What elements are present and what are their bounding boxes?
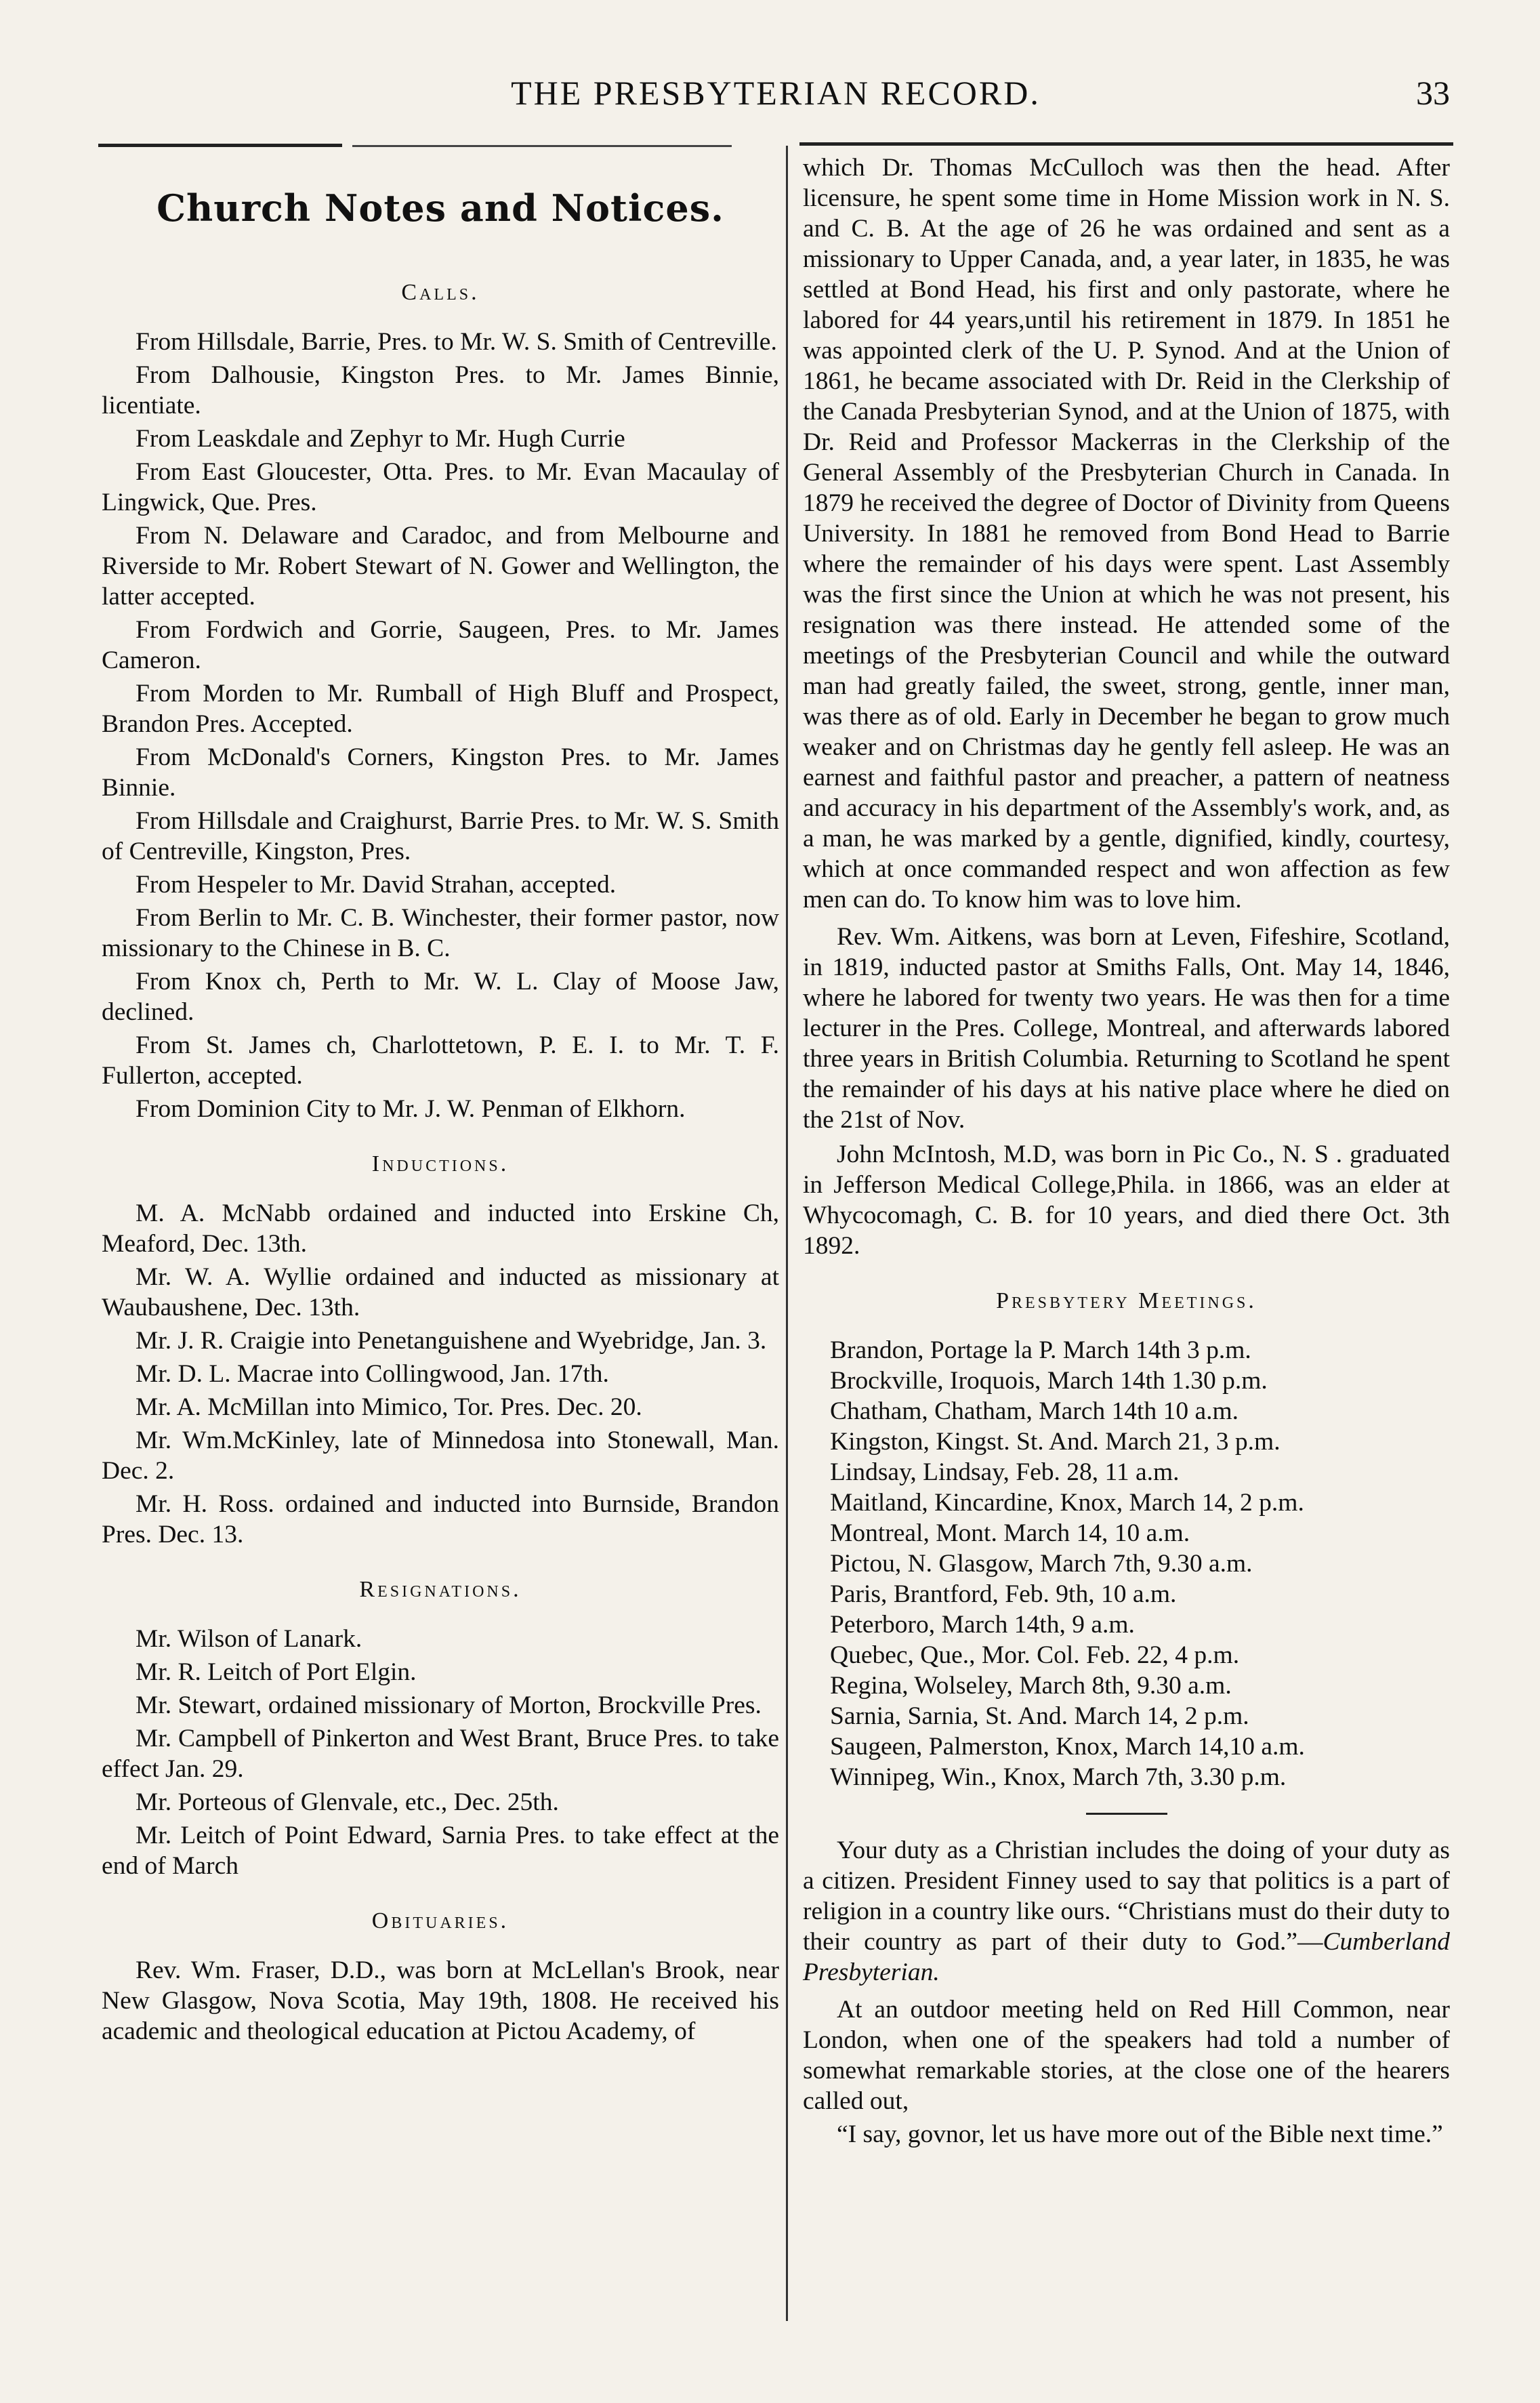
meeting-item: Brockville, Iroquois, March 14th 1.30 p.m. (830, 1367, 1268, 1395)
call-item: From Dominion City to Mr. J. W. Penman of Elkhorn. (136, 1095, 686, 1123)
closing-paragraph (803, 1835, 1450, 1988)
call-item: From Leaskdale and Zephyr to Mr. Hugh Currie (136, 425, 625, 453)
induction-item: Mr. Wm.McKinley, late of Minnedosa into Stonewall, Man. Dec. 2. (102, 1426, 779, 1485)
right-column (803, 152, 1450, 2152)
meeting-item: Regina, Wolseley, March 8th, 9.30 a.m. (830, 1672, 1232, 1700)
call-item: From Knox ch, Perth to Mr. W. L. Clay of Moose Jaw, declined. (102, 968, 779, 1026)
resignation-item: Mr. Stewart, ordained missionary of Morton, Brockville Pres. (136, 1691, 762, 1719)
closing-text: “I say, govnor, let us have more out of the Bible next time.” (837, 2120, 1443, 2148)
inductions-list (102, 1198, 779, 1550)
meeting-item: Kingston, Kingst. St. And. March 21, 3 p.m. (830, 1428, 1281, 1456)
closing-paragraph (803, 1994, 1450, 2116)
call-item: From Dalhousie, Kingston Pres. to Mr. James Binnie, licentiate. (102, 361, 779, 419)
header-rule-left (98, 144, 342, 147)
call-item: From Hespeler to Mr. David Strahan, accepted. (136, 871, 617, 899)
column-divider (786, 146, 788, 2321)
meeting-item: Pictou, N. Glasgow, March 7th, 9.30 a.m. (830, 1550, 1253, 1578)
closing-citation: Cumberland Presbyterian. (803, 1928, 1450, 1986)
meeting-item: Paris, Brantford, Feb. 9th, 10 a.m. (830, 1580, 1177, 1608)
induction-item: Mr. D. L. Macrae into Collingwood, Jan. 17th. (136, 1360, 609, 1388)
resignation-item: Mr. Wilson of Lanark. (136, 1625, 362, 1653)
meetings-list (803, 1335, 1450, 1792)
header-rule-right (799, 142, 1453, 146)
meeting-item: Maitland, Kincardine, Knox, March 14, 2 p.m. (830, 1489, 1304, 1517)
section-heading-obituaries: Obituaries. (371, 1908, 509, 1933)
meeting-item: Winnipeg, Win., Knox, March 7th, 3.30 p.m. (830, 1763, 1287, 1791)
induction-item: M. A. McNabb ordained and inducted into Erskine Ch, Meaford, Dec. 13th. (102, 1199, 779, 1258)
obituary-paragraph: John McIntosh, M.D, was born in Pic Co., N. S . graduated in Jefferson Medical College,Phila. in 1866, was an elder at Whycocomagh, C. B. for 10 years, and died there Oct. 3th 1892. (803, 1141, 1450, 1260)
section-heading-calls: Calls. (401, 280, 480, 305)
calls-list (102, 327, 779, 1124)
closing-text: Your duty as a Christian includes the doing of your duty as a citizen. President Finney used to say that politics is a part of religion in a country like ours. “Christians must do their duty to their country as part of their duty to God.”— (803, 1836, 1450, 1956)
resignation-item: Mr. Leitch of Point Edward, Sarnia Pres. to take effect at the end of March (102, 1822, 779, 1880)
induction-item: Mr. J. R. Craigie into Penetanguishene and Wyebridge, Jan. 3. (136, 1327, 767, 1355)
resignation-item: Mr. Porteous of Glenvale, etc., Dec. 25th. (136, 1788, 559, 1816)
meeting-item: Chatham, Chatham, March 14th 10 a.m. (830, 1397, 1239, 1425)
meeting-item: Sarnia, Sarnia, St. And. March 14, 2 p.m. (830, 1702, 1249, 1730)
call-item: From Fordwich and Gorrie, Saugeen, Pres. to Mr. James Cameron. (102, 616, 779, 674)
meeting-item: Lindsay, Lindsay, Feb. 28, 11 a.m. (830, 1458, 1180, 1486)
meeting-item: Brandon, Portage la P. March 14th 3 p.m. (830, 1336, 1251, 1364)
page-header (102, 73, 1450, 127)
section-heading-presbytery-meetings: Presbytery Meetings. (996, 1288, 1257, 1313)
call-item: From Morden to Mr. Rumball of High Bluff and Prospect, Brandon Pres. Accepted. (102, 680, 779, 738)
meeting-item: Quebec, Que., Mor. Col. Feb. 22, 4 p.m. (830, 1641, 1240, 1669)
call-item: From N. Delaware and Caradoc, and from Melbourne and Riverside to Mr. Robert Stewart of N. Gower and Wellington, the latter accepted. (102, 522, 779, 611)
call-item: From St. James ch, Charlottetown, P. E. I. to Mr. T. F. Fullerton, accepted. (102, 1031, 779, 1090)
header-rule-left-dashed (352, 145, 732, 147)
induction-item: Mr. A. McMillan into Mimico, Tor. Pres. Dec. 20. (136, 1393, 642, 1421)
left-column (102, 152, 779, 2049)
closing-text: At an outdoor meeting held on Red Hill Common, near London, when one of the speakers had told a number of somewhat remarkable stories, at the close one of the hearers called out, (803, 1996, 1450, 2115)
resignation-item: Mr. Campbell of Pinkerton and West Brant, Bruce Pres. to take effect Jan. 29. (102, 1725, 779, 1783)
induction-item: Mr. W. A. Wyllie ordained and inducted as missionary at Waubaushene, Dec. 13th. (102, 1263, 779, 1321)
page-number: 33 (1416, 74, 1450, 112)
meeting-item: Peterboro, March 14th, 9 a.m. (830, 1611, 1135, 1639)
obituary-paragraph: Rev. Wm. Aitkens, was born at Leven, Fifeshire, Scotland, in 1819, inducted pastor at Smiths Falls, Ont. May 14, 1846, where he labored for twenty two years. He was then for a time lecturer in the Pres. College, Montreal, and afterwards labored three years in British Columbia. Returning to Scotland he spent the remainder of his days at his native place where he died on the 21st of Nov. (803, 923, 1450, 1134)
call-item: From Hillsdale, Barrie, Pres. to Mr. W. S. Smith of Centreville. (136, 328, 777, 356)
resignations-list (102, 1624, 779, 1881)
call-item: From Hillsdale and Craighurst, Barrie Pres. to Mr. W. S. Smith of Centreville, Kingston, Pres. (102, 807, 779, 865)
obituaries-list (102, 1955, 779, 2047)
call-item: From East Gloucester, Otta. Pres. to Mr. Evan Macaulay of Lingwick, Que. Pres. (102, 458, 779, 516)
call-item: From McDonald's Corners, Kingston Pres. to Mr. James Binnie. (102, 743, 779, 802)
meeting-item: Montreal, Mont. March 14, 10 a.m. (830, 1519, 1190, 1547)
obituary-paragraph: which Dr. Thomas McCulloch was then the head. After licensure, he spent some time in Home Mission work in N. S. and C. B. At the age of 26 he was ordained and sent as a missionary to Upper Canada, and, a year later, in 1835, he was settled at Bond Head, his first and only pastorate, where he labored for 44 years,until his retirement in 1879. In 1851 he was appointed clerk of the U. P. Synod. And at the Union of 1861, he became associated with Dr. Reid in the Clerkship of the Canada Presbyterian Synod, and at the Union of 1875, with Dr. Reid and Professor Mackerras in the Clerkship of the General Assembly of the Presbyterian Church in Canada. In 1879 he received the degree of Doctor of Divinity from Queens University. In 1881 he removed from Bond Head to Barrie where the remainder of his days were spent. Last Assembly was the first since the Union at which he was not present, his resignation was there instead. He attended some of the meetings of the Presbyterian Council and while the outward man had greatly failed, the sweet, strong, gentle, inner man, was there as of old. Early in December he began to grow much weaker and on Christmas day he gently fell asleep. He was an earnest and faithful pastor and preacher, a pattern of neatness and accuracy in his department of the Assembly's work, and, as a man, he was marked by a gentle, dignified, kindly, courtesy, which at once commanded respect and won affection as few men can do. To know him was to love him. (803, 154, 1450, 913)
resignation-item: Mr. R. Leitch of Port Elgin. (136, 1658, 417, 1686)
section-divider (1086, 1813, 1167, 1815)
closing-paragraph (803, 2119, 1450, 2150)
running-title: THE PRESBYTERIAN RECORD. (511, 74, 1041, 112)
meeting-item: Saugeen, Palmerston, Knox, March 14,10 a.m. (830, 1733, 1305, 1761)
section-heading-resignations: Resignations. (359, 1577, 522, 1602)
call-item: From Berlin to Mr. C. B. Winchester, their former pastor, now missionary to the Chinese in B. C. (102, 904, 779, 962)
main-heading: Church Notes and Notices. (157, 186, 724, 230)
obituary-paragraph: Rev. Wm. Fraser, D.D., was born at McLellan's Brook, near New Glasgow, Nova Scotia, May 19th, 1808. He received his academic and theological education at Pictou Academy, of (102, 1956, 779, 2045)
induction-item: Mr. H. Ross. ordained and inducted into Burnside, Brandon Pres. Dec. 13. (102, 1490, 779, 1548)
section-heading-inductions: Inductions. (371, 1151, 509, 1176)
